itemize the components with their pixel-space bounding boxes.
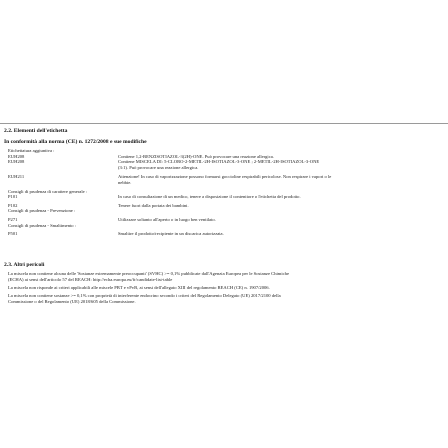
hazard-code: EUH211	[8, 174, 25, 180]
hazard-text-line: Contiene MISCELA DI: 5-CLORO-2-METIL-2H-ISOTIAZOL-3-ONE ; 2-METIL-2H-ISOTIAZOL-3-ONE	[118, 159, 320, 165]
precaution-code: P501	[8, 231, 18, 237]
general-precaution-label: Consigli di prudenza di carattere generale :	[8, 188, 88, 194]
paragraph-line: La miscela non contiene alcuna delle 'Sostanze estremamente preoccupanti' (SVHC) >= 0,1% pubblicate dall'Agenzia Europea per le Sostanze Chimiche	[8, 271, 290, 276]
precaution-row	[8, 217, 436, 223]
hazard-text-line: nebbie.	[118, 179, 132, 185]
label-elements-block	[8, 148, 436, 237]
hazard-text-line: Contiene 1,2-BENZISOTIAZOL-3(2H)-ONE. Può provocare una reazione allergica.	[118, 153, 274, 159]
precaution-code: P102	[8, 202, 18, 208]
precaution-row	[8, 231, 436, 237]
precaution-text: Smaltire il prodotto/recipiente in un discarica autorizzata.	[118, 231, 224, 237]
additional-label: Etichettatura aggiuntiva :	[8, 148, 55, 153]
paragraph-line: La miscela non risponde ai criteri applicabili alle miscele PBT e vPvB, ai sensi dell'allegato XIII del regolamento REACH (CE) n. 1907/2006.	[8, 285, 270, 290]
precaution-text: Utilizzare soltanto all'aperto o in luogo ben ventilato.	[118, 216, 216, 222]
section-divider	[0, 123, 448, 124]
paragraph-line: Commissione o del Regolamento (UE) 2018/605 della Commissione.	[8, 298, 136, 304]
euh-row	[8, 159, 436, 170]
precaution-row	[8, 203, 436, 209]
hazard-text-line: (3:1). Può provocare una reazione allergica.	[118, 164, 199, 170]
prevention-label: Consigli di prudenza - Prevenzione :	[8, 208, 76, 214]
paragraph	[8, 271, 436, 282]
hazard-code: EUH208	[8, 159, 25, 165]
paragraph	[8, 293, 436, 304]
precaution-text: In caso di consultazione di un medico, tenere a disposizione il contenitore o l'etichetta del prodotto.	[118, 194, 301, 200]
disposal-label: Consigli di prudenza - Smaltimento :	[8, 222, 77, 228]
precaution-text: Tenere fuori dalla portata dei bambini.	[118, 202, 189, 208]
spacer	[8, 186, 436, 189]
paragraph-line: La miscela non contiene sostanze >= 0,1% con proprietà di interferente endocrino secondo i criteri del Regolamento Delegato (UE) 2017/2100 della	[8, 293, 281, 298]
section-2-2-heading: 2.2. Elementi dell'etichetta	[4, 128, 68, 134]
section-2-3-heading: 2.3. Altri pericoli	[4, 262, 45, 268]
hazard-text	[118, 174, 436, 185]
precaution-code: P271	[8, 216, 18, 222]
precaution-code: P101	[8, 194, 18, 200]
paragraph	[8, 285, 436, 291]
hazard-code: EUH208	[8, 153, 25, 159]
hazard-text	[118, 159, 436, 170]
paragraph-line: (ECHA) ai sensi dell'articolo 57 del REACH: http://echa.europa.eu/fr/candidate-list-table	[8, 276, 173, 282]
euh-row	[8, 174, 436, 185]
regulation-heading: In conformità alla norma (CE) n. 1272/2008 e sue modifiche	[4, 139, 147, 145]
hazard-text-line: Attenzione! In caso di vaporizzazione possono formarsi goccioline respirabili pericolose. Non respirare i vapori o le	[118, 174, 332, 180]
